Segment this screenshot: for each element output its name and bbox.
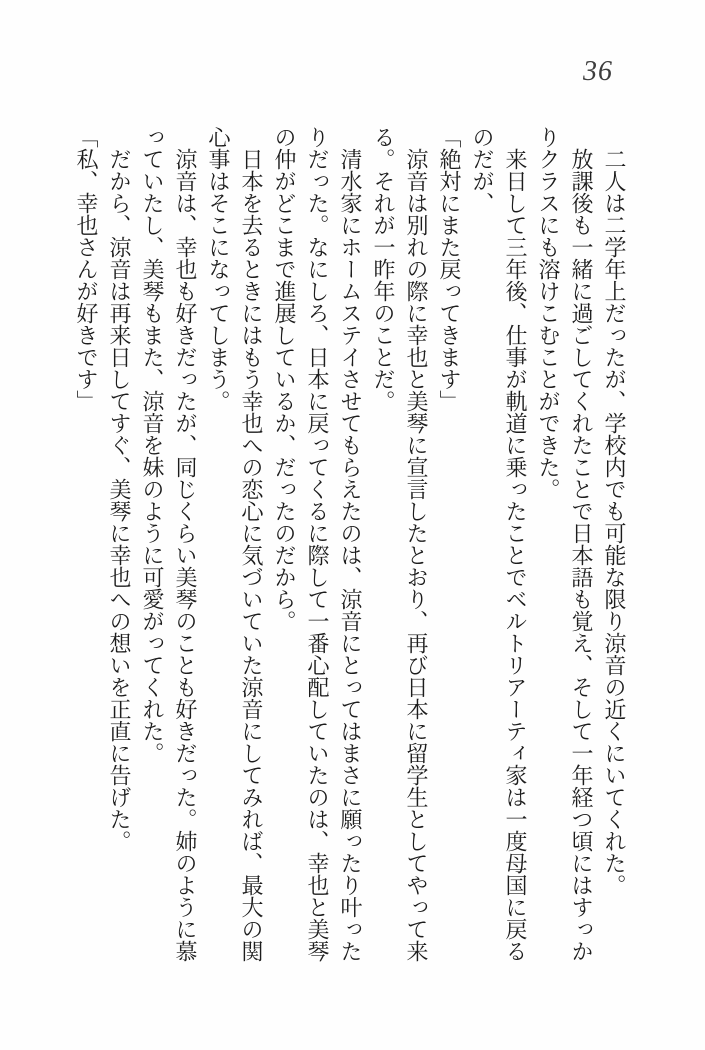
page-number: 36 — [583, 56, 613, 87]
text-line: 「絶対にまた戻ってきます」 — [437, 126, 462, 412]
text-line: だから、涼音は再来日してすぐ、美琴に幸也への想いを正直に告げた。 — [107, 148, 132, 852]
text-line: 日本を去るときにはもう幸也への恋心に気づいていた涼音にしてみれば、最大の関 — [239, 148, 264, 962]
text-line: の仲がどこまで進展しているか、だったのだから。 — [272, 126, 297, 632]
text-line: 涼音は別れの際に幸也と美琴に宣言したとおり、再び日本に留学生としてやって来 — [404, 148, 429, 962]
text-line: る。それが一昨年のことだ。 — [371, 126, 396, 412]
text-line: っていたし、美琴もまた、涼音を妹のように可愛がってくれた。 — [140, 126, 165, 764]
text-line: 心事はそこになってしまう。 — [206, 126, 231, 412]
vertical-text-block — [70, 126, 631, 966]
text-line: のだが、 — [470, 126, 495, 214]
text-line: りだった。なにしろ、日本に戻ってくるに際して一番心配していたのは、幸也と美琴 — [305, 126, 330, 962]
text-line: 二人は二学年上だったが、学校内でも可能な限り涼音の近くにいてくれた。 — [602, 148, 627, 896]
text-line: 「私、幸也さんが好きです」 — [74, 126, 99, 412]
text-line: 涼音は、幸也も好きだったが、同じくらい美琴のことも好きだった。姉のように慕 — [173, 148, 198, 962]
text-line: 清水家にホームステイさせてもらえたのは、涼音にとってはまさに願ったり叶った — [338, 148, 363, 962]
text-line: 放課後も一緒に過ごしてくれたことで日本語も覚え、そして一年経つ頃にはすっか — [569, 148, 594, 962]
text-line: 来日して三年後、仕事が軌道に乗ったことでベルトリアーティ家は一度母国に戻る — [503, 148, 528, 962]
text-line: りクラスにも溶けこむことができた。 — [536, 126, 561, 500]
